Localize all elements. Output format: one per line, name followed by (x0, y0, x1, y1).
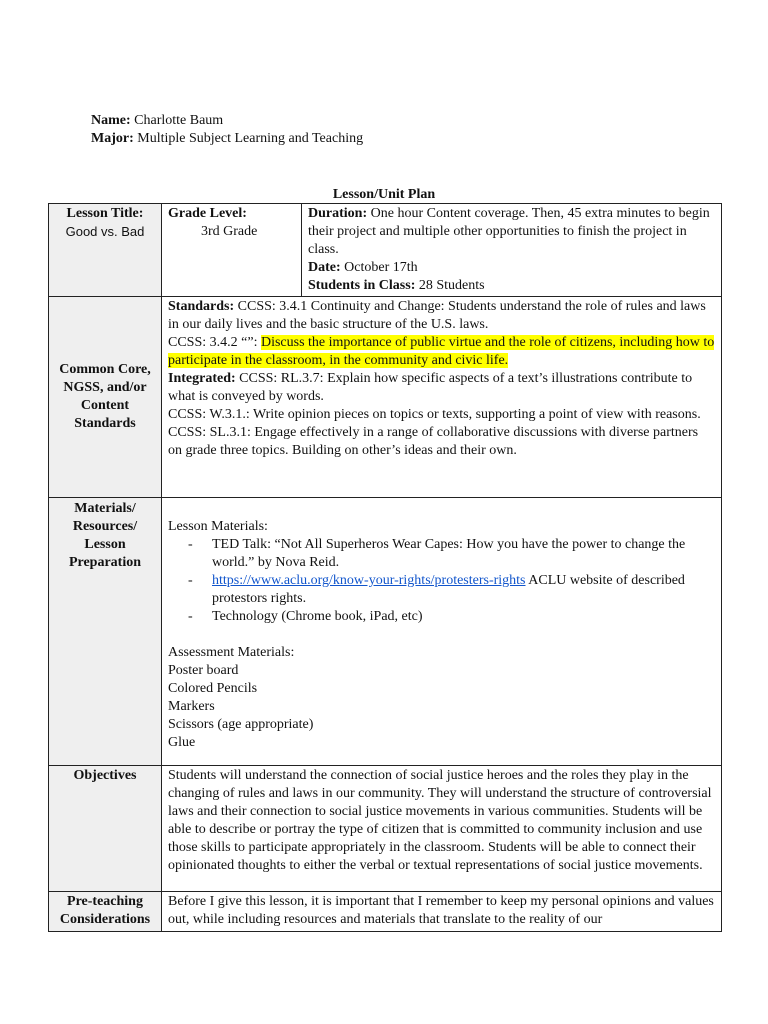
ccss-342-highlight: Discuss the importance of public virtue and the role of citizens, including how to participate in the classroom, in the community and civic life. (168, 335, 715, 368)
ccss-342-line (168, 334, 715, 370)
list-item-aclu (168, 572, 715, 608)
duration-line (308, 205, 715, 259)
duration-label: Duration: (308, 206, 368, 221)
lesson-materials-heading: Lesson Materials: (168, 519, 268, 534)
date-value: October 17th (344, 260, 418, 275)
standards-label: Standards: (168, 299, 235, 314)
name-line (91, 112, 363, 130)
date-line (308, 259, 715, 277)
technology-text: Technology (Chrome book, iPad, etc) (212, 609, 423, 624)
major-line (91, 130, 363, 148)
major-label: Major: (91, 131, 134, 146)
objectives-cell: Students will understand the connection of social justice heroes and the roles they play in the changing of rules and laws in our community. They will understand the structure of controversial laws and their connection to social justice movements in various communities. Students will be able to describe or portray the type of citizen that is committed to community inclusion and use those skills to participate appropriately in the classroom. Students will be able to connect their opinionated thoughts to either the verbal or textual representations of social justice movements. (162, 766, 722, 892)
list-item-technology (168, 608, 715, 626)
standards-cell (162, 297, 722, 498)
lesson-plan-table (48, 203, 722, 932)
ted-talk-text: TED Talk: “Not All Superheros Wear Capes: How you have the power to change the world.” by Nova Reid. (212, 537, 686, 570)
table-row-preteaching (49, 892, 722, 932)
students-line (308, 277, 715, 295)
assessment-item: Scissors (age appropriate) (168, 717, 314, 732)
lesson-title-value: Good vs. Bad (65, 224, 145, 239)
grade-level-value: 3rd Grade (201, 224, 258, 239)
assessment-item: Glue (168, 735, 196, 750)
preteaching-header: Pre-teaching Considerations (49, 892, 162, 932)
assessment-materials-heading: Assessment Materials: (168, 645, 295, 660)
date-label: Date: (308, 260, 341, 275)
materials-header: Materials/ Resources/ Lesson Preparation (49, 498, 162, 766)
integrated-line (168, 370, 715, 406)
ccss-sl31-line: CCSS: SL.3.1: Engage effectively in a range of collaborative discussions with diverse partners on grade three topics. Building on other’s ideas and their own. (168, 425, 699, 458)
major-value: Multiple Subject Learning and Teaching (137, 131, 364, 146)
integrated-text: CCSS: RL.3.7: Explain how specific aspects of a text’s illustrations contribute to what is conveyed by words. (168, 371, 693, 404)
table-row-standards (49, 297, 722, 498)
students-value: 28 Students (418, 278, 485, 293)
duration-value: One hour Content coverage. Then, 45 extra minutes to begin their project and multiple other opportunities to finish the project in class. (308, 206, 710, 257)
assessment-item: Colored Pencils (168, 681, 258, 696)
grade-level-cell (162, 204, 302, 297)
aclu-link[interactable]: https://www.aclu.org/know-your-rights/protesters-rights (212, 573, 526, 588)
name-label: Name: (91, 113, 131, 128)
grade-level-label: Grade Level: (168, 206, 247, 221)
table-row-materials (49, 498, 722, 766)
aclu-text: ACLU website of described protestors rights. (212, 573, 685, 606)
materials-cell (162, 498, 722, 766)
students-label: Students in Class: (308, 278, 416, 293)
list-item-ted-talk (168, 536, 715, 572)
name-value: Charlotte Baum (134, 113, 224, 128)
lesson-title-cell (49, 204, 162, 297)
duration-cell (302, 204, 722, 297)
ccss-w31-line: CCSS: W.3.1.: Write opinion pieces on topics or texts, supporting a point of view with reasons. (168, 407, 701, 422)
assessment-item: Poster board (168, 663, 239, 678)
lesson-title-label: Lesson Title: (66, 206, 144, 221)
preteaching-cell: Before I give this lesson, it is important that I remember to keep my personal opinions and values out, while including resources and materials that translate to the reality of our (162, 892, 722, 932)
integrated-label: Integrated: (168, 371, 236, 386)
plan-title: Lesson/Unit Plan (332, 187, 436, 202)
author-info (91, 112, 363, 148)
standards-header: Common Core, NGSS, and/or Content Standards (49, 297, 162, 498)
lesson-materials-list (168, 536, 715, 626)
table-row-objectives (49, 766, 722, 892)
objectives-header: Objectives (49, 766, 162, 892)
table-row-overview (49, 204, 722, 297)
standards-line (168, 298, 715, 334)
ccss-342-prefix: CCSS: 3.4.2 “”: (168, 335, 258, 350)
standards-text: CCSS: 3.4.1 Continuity and Change: Students understand the role of rules and laws in our daily lives and the basic structure of the U.S. laws. (168, 299, 706, 332)
assessment-item: Markers (168, 699, 215, 714)
